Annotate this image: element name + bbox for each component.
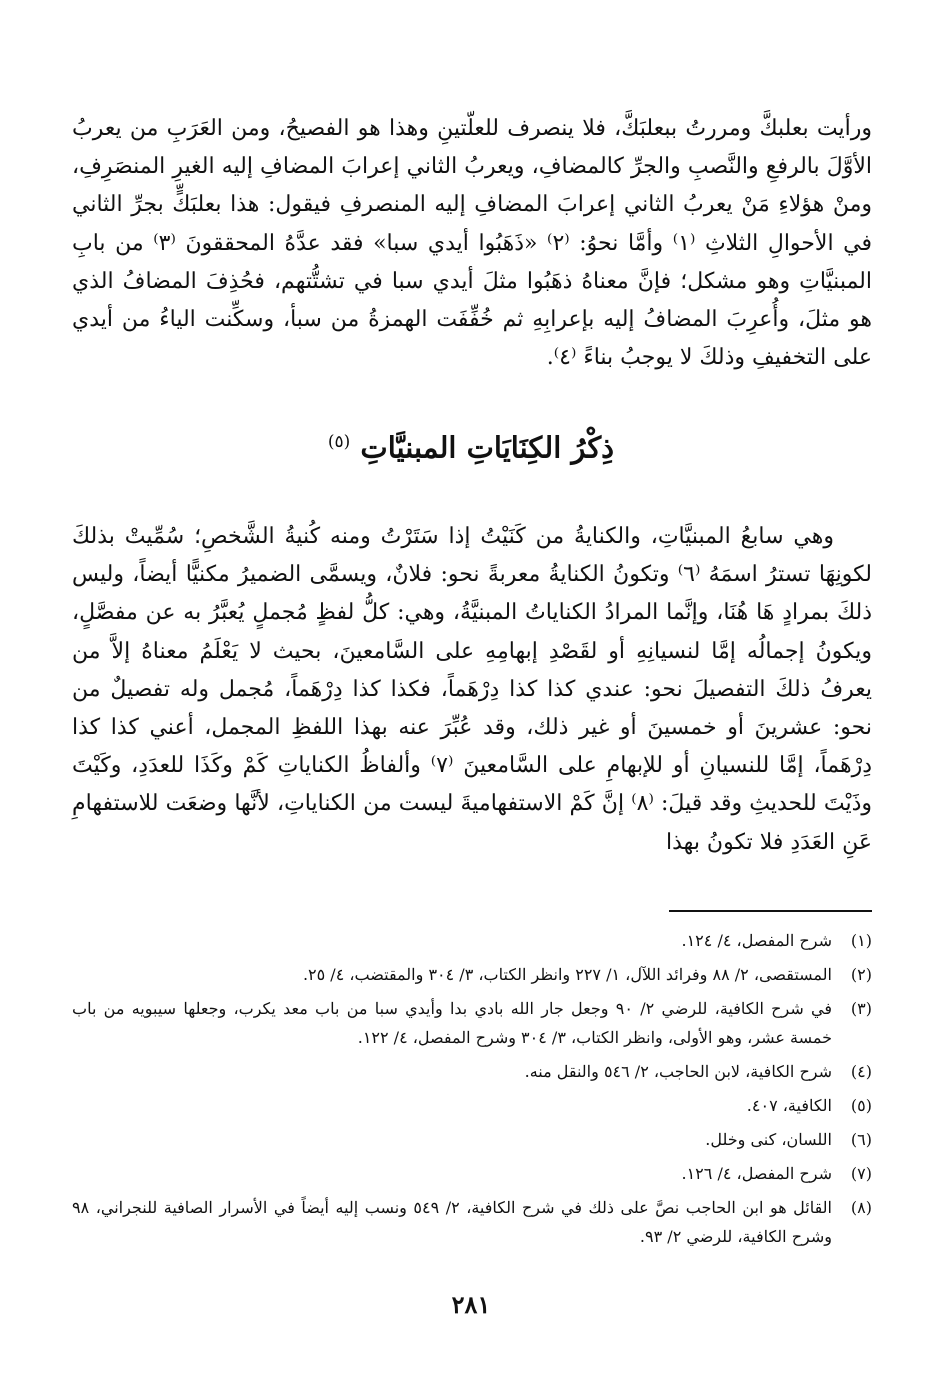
footnote-item (72, 1125, 872, 1154)
section-heading-footnote-ref: (٥) (327, 432, 351, 452)
footnote-text: المستقصى، ٢/ ٨٨ وفرائد اللآل، ١/ ٢٢٧ وانظر الكتاب، ٣/ ٣٠٤ والمقتضب، ٤/ ٢٥. (302, 965, 832, 984)
footnote-list (72, 926, 872, 1256)
footnote-text: شرح المفصل، ٤/ ١٢٤. (681, 931, 832, 950)
footnote-text: اللسان، كنى وخلل. (705, 1130, 832, 1149)
footnote-item (72, 1193, 872, 1251)
footnote-text: في شرح الكافية، للرضي ٢/ ٩٠ وجعل جار الله بادي بدا وأيدي سبا من باب معد يكرب، وجعلها سيبويه من باب خمسة عشر، وهو الأولى، وانظر الكتاب، ٣/ ٣٠٤ وشرح المفصل، ٤/ ١٢٢. (72, 999, 832, 1047)
footnote-item (72, 960, 872, 989)
section-heading-title: ذِكْرُ الكِنَايَاتِ المبنيَّاتِ (360, 430, 615, 465)
footnote-item (72, 1159, 872, 1188)
footnote-separator (669, 910, 872, 912)
footnote-number: (٢) (850, 965, 872, 984)
footnote-number: (٦) (850, 1130, 872, 1149)
page-number: ٢٨١ (451, 1290, 491, 1319)
footnote-item (72, 926, 872, 955)
footnote-text: الكافية، ٤٠٧. (746, 1096, 832, 1115)
footnote-number: (٣) (850, 999, 872, 1018)
footnote-item (72, 1057, 872, 1086)
footnote-item (72, 994, 872, 1052)
footnote-number: (٧) (850, 1164, 872, 1183)
footnote-item (72, 1091, 872, 1120)
footnote-number: (٥) (850, 1096, 872, 1115)
footnote-number: (٨) (850, 1198, 872, 1217)
footnote-number: (١) (850, 931, 872, 950)
footnote-text: القائل هو ابن الحاجب نصَّ على ذلك في شرح الكافية، ٢/ ٥٤٩ ونسب إليه أيضاً في الأسرار الصافية للنجراني، ٩٨ وشرح الكافية، للرضي ٢/ ٩٣. (72, 1198, 833, 1246)
footnote-number: (٤) (850, 1062, 872, 1081)
footnote-text: شرح الكافية، لابن الحاجب، ٢/ ٥٤٦ والنقل منه. (524, 1062, 832, 1081)
footnote-text: شرح المفصل، ٤/ ١٢٦. (681, 1164, 832, 1183)
section-heading (0, 420, 942, 470)
body-paragraph-2: وهي سابعُ المبنيَّاتِ، والكنايةُ من كَنَيْتُ إذا سَتَرْتُ ومنه كُنيةُ الشَّخصِ؛ سُمِّيتْ بذلكَ لكونِهَا تسترُ اسمَهُ ⁽٦⁾ وتكونُ الكنايةُ معربةً نحو: فلانٌ، ويسمَّى الضميرُ مكنيًّا أيضاً، وليس ذلكَ بمرادٍ هَا هُنَا، وإنَّما المرادُ الكناياتُ المبنيَّةُ، وهي: كلُّ لفظٍ مُجملٍ يُعبَّرُ به عن مفصَّلٍ، ويكونُ إجمالُه إمَّا لنسيانِهِ أو لقَصْدِ إبهامِهِ على السَّامعينَ، بحيث لا يَعْلَمُ معناهُ إلاَّ من يعرفُ ذلكَ التفصيلَ نحو: عندي كذا كذا دِرْهَماً، فكذا كذا دِرْهَماً، مُجمل وله تفصيلٌ من نحو: عشرينَ أو خمسينَ أو غير ذلك، وقد عُبِّرَ عنه بهذا اللفظِ المجمل، أعني كذا كذا دِرْهَماً، إمَّا للنسيانِ أو للإبهامِ على السَّامعينَ ⁽٧⁾ وألفاظُ الكناياتِ كَمْ وكَذَا للعدَدِ، وكَيْتَ وذَيْتَ للحديثِ وقد قيلَ: ⁽٨⁾ إنَّ كَمْ الاستفهاميةَ ليست من الكناياتِ، لأنَّها وضعَت للاستفهامِ عَنِ العَدَدِ فلا تكونُ بهذا (72, 524, 873, 855)
body-paragraph-1: ورأيت بعلبكَّ ومررتُ ببعلبَكَّ، فلا ينصرف للعلّتينِ وهذا هو الفصيحُ، ومن العَرَبِ من يعربُ الأوَّلَ بالرفعِ والنَّصبِ والجرِّ كالمضافِ، ويعربُ الثاني إعرابَ المضافِ إليه الغيرِ المنصَرِفِ، ومنْ هؤلاءِ مَنْ يعربُ الثاني إعرابَ المضافِ إليه المنصرفِ فيقول: هذا بعلبَكٍّ بجرِّ الثاني في الأحوالِ الثلاثِ ⁽١⁾ وأمَّا نحوُ: ⁽٢⁾ «ذَهَبُوا أيدي سبا» فقد عدَّهُ المحققونَ ⁽٣⁾ من بابِ المبنيَّاتِ وهو مشكل؛ فإنَّ معناهُ ذهَبُوا مثلَ أيدي سبا في تشتُّتهم، فحُذِفَ المضافُ الذي هو مثلَ، وأُعرِبَ المضافُ إليه بإعرابِهِ ثم خُفِّفَت الهمزةُ من سبأ، وسكِّنت الياءُ من أيدي على التخفيفِ وذلكَ لا يوجبُ بناءً ⁽٤⁾. (72, 116, 872, 371)
